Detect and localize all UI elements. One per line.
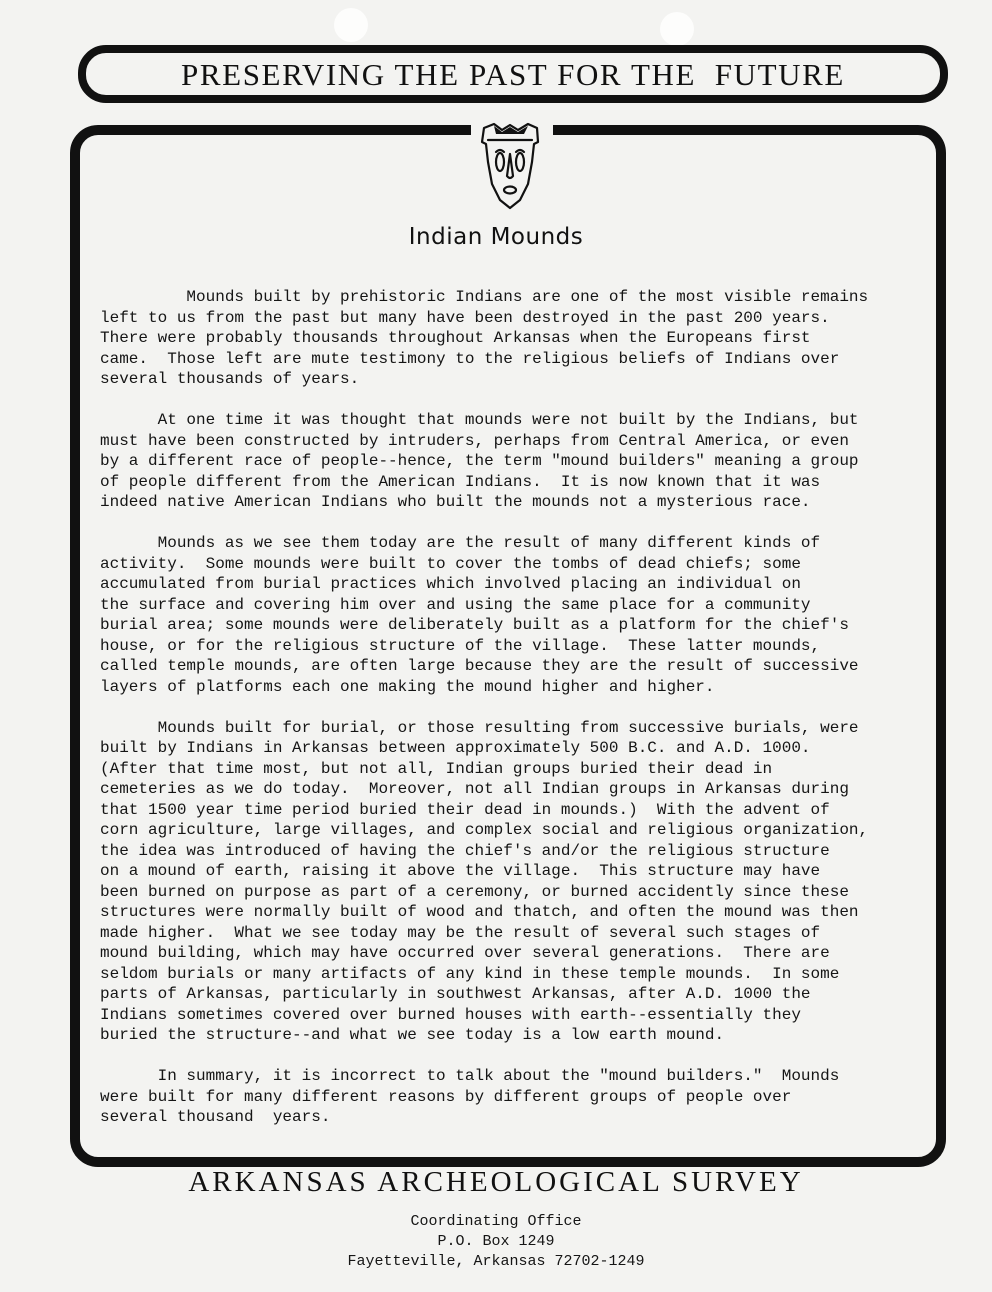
- text-line: were built for many different reasons by different groups of people over: [100, 1087, 792, 1106]
- text-line: Mounds as we see them today are the result of many different kinds of: [100, 534, 821, 552]
- text-line: made higher. What we see today may be the result of several such stages of: [100, 923, 821, 942]
- text-line: Indians sometimes covered over burned houses with earth--essentially they: [100, 1005, 801, 1024]
- document-title: Indian Mounds: [408, 224, 584, 250]
- text-line: indeed native American Indians who built the mounds not a mysterious race.: [100, 493, 811, 511]
- text-line: on a mound of earth, raising it above the village. This structure may have: [100, 862, 821, 880]
- po-box: P.O. Box 1249: [437, 1233, 555, 1250]
- text-line: Mounds built by prehistoric Indians are one of the most visible remains: [100, 288, 869, 306]
- paragraph: [100, 718, 940, 1046]
- text-line: that 1500 year time period buried their dead in mounds.) With the advent of: [100, 800, 830, 819]
- text-line: There were probably thousands throughout Arkansas when the Europeans first: [100, 329, 811, 347]
- text-line: seldom burials or many artifacts of any kind in these temple mounds. In some: [100, 964, 840, 983]
- header-banner: [78, 45, 948, 103]
- face-mask-icon: [474, 122, 546, 214]
- organization-name: ARKANSAS ARCHEOLOGICAL SURVEY: [188, 1166, 804, 1198]
- punch-hole: [660, 12, 694, 46]
- address-block: [0, 1212, 992, 1272]
- text-line: mound building, which may have occurred over several generations. There are: [100, 944, 830, 962]
- paragraph: [100, 410, 940, 513]
- text-line: house, or for the religious structure of the village. These latter mounds,: [100, 636, 821, 655]
- text-line: several thousand years.: [100, 1108, 331, 1126]
- city-line: Fayetteville, Arkansas 72702-1249: [347, 1253, 645, 1270]
- text-line: buried the structure--and what we see today is a low earth mound.: [100, 1026, 725, 1044]
- text-line: cemeteries as we do today. Moreover, not all Indian groups in Arkansas during: [100, 780, 849, 798]
- text-line: built by Indians in Arkansas between approximately 500 B.C. and A.D. 1000.: [100, 739, 811, 757]
- text-line: the surface and covering him over and using the same place for a community: [100, 595, 811, 614]
- paragraph: [100, 533, 940, 697]
- text-line: left to us from the past but many have been destroyed in the past 200 years.: [100, 308, 830, 327]
- text-line: called temple mounds, are often large because they are the result of successive: [100, 657, 859, 675]
- text-line: In summary, it is incorrect to talk about the "mound builders." Mounds: [100, 1067, 840, 1085]
- paragraph: [100, 287, 940, 390]
- text-line: At one time it was thought that mounds were not built by the Indians, but: [100, 411, 859, 429]
- text-line: layers of platforms each one making the mound higher and higher.: [100, 677, 715, 696]
- document-body: [100, 287, 940, 1148]
- text-line: the idea was introduced of having the chief's and/or the religious structure: [100, 841, 830, 860]
- office-label: Coordinating Office: [410, 1213, 582, 1230]
- text-line: parts of Arkansas, particularly in southwest Arkansas, after A.D. 1000 the: [100, 985, 811, 1003]
- punch-hole: [334, 8, 368, 42]
- paragraph: [100, 1066, 940, 1128]
- text-line: came. Those left are mute testimony to the religious beliefs of Indians over: [100, 349, 840, 368]
- text-line: been burned on purpose as part of a ceremony, or burned accidently since these: [100, 882, 849, 901]
- text-line: (After that time most, but not all, Indian groups buried their dead in: [100, 759, 773, 778]
- text-line: by a different race of people--hence, the term "mound builders" meaning a group: [100, 452, 859, 470]
- text-line: activity. Some mounds were built to cover the tombs of dead chiefs; some: [100, 554, 801, 573]
- text-line: Mounds built for burial, or those resulting from successive burials, were: [100, 718, 859, 737]
- text-line: structures were normally built of wood and thatch, and often the mound was then: [100, 903, 859, 921]
- text-line: corn agriculture, large villages, and complex social and religious organization,: [100, 821, 869, 839]
- text-line: of people different from the American Indians. It is now known that it was: [100, 472, 821, 491]
- text-line: several thousands of years.: [100, 370, 360, 388]
- banner-title: PRESERVING THE PAST FOR THE FUTURE: [181, 57, 845, 92]
- text-line: must have been constructed by intruders, perhaps from Central America, or even: [100, 431, 849, 450]
- text-line: burial area; some mounds were deliberately built as a platform for the chief's: [100, 616, 849, 634]
- text-line: accumulated from burial practices which involved placing an individual on: [100, 575, 801, 593]
